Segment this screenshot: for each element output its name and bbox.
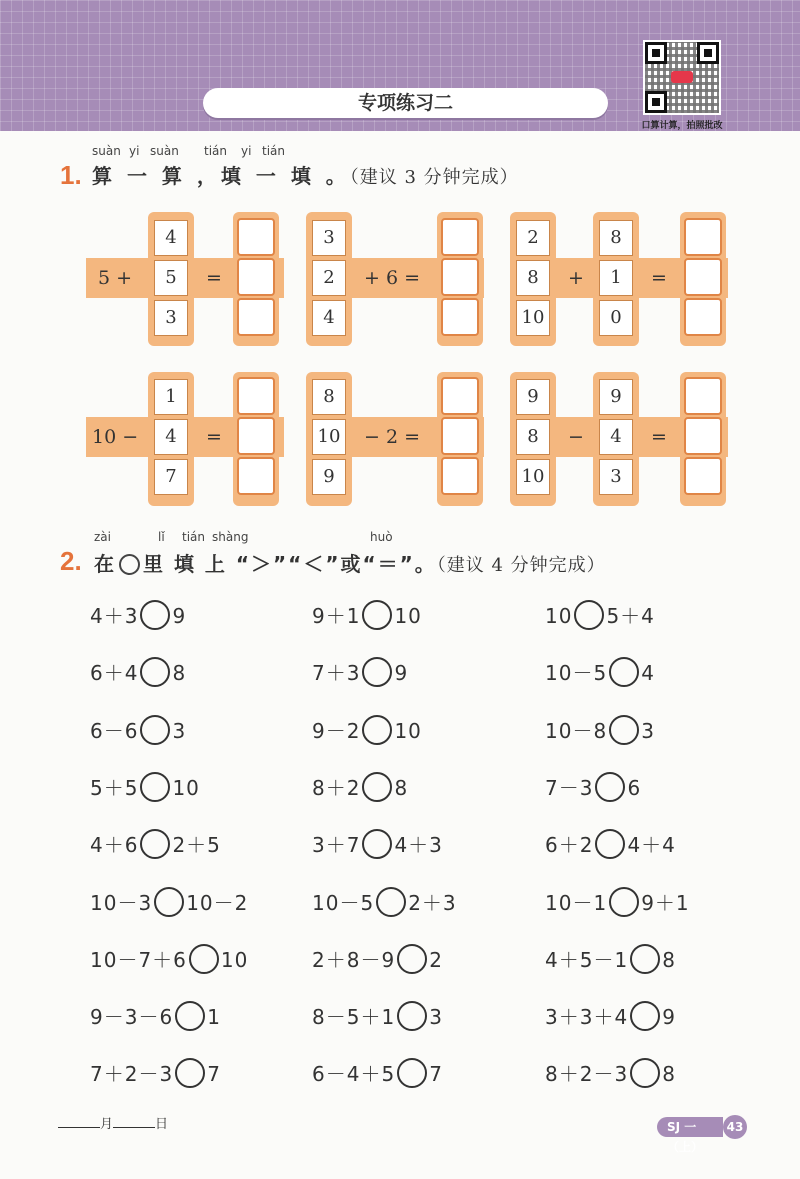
q1-prompt — [92, 160, 519, 189]
q1-g2-value-1: 3 — [312, 220, 346, 256]
q2-pinyin-zai: zài — [94, 530, 111, 544]
right-expression: 1 — [207, 1005, 221, 1029]
comparison-item — [312, 657, 408, 687]
left-expression: 6－6 — [90, 719, 139, 743]
comparison-item — [90, 944, 248, 974]
comparison-item — [90, 887, 248, 917]
q1-g5-answer-1[interactable] — [441, 377, 479, 415]
date-fields — [58, 1113, 168, 1132]
right-expression: 8 — [394, 776, 409, 800]
q1-g3-value2-1: 8 — [599, 220, 633, 256]
right-expression: 7 — [207, 1062, 221, 1086]
comparison-item — [545, 600, 655, 630]
comparison-item — [545, 1058, 676, 1088]
q1-g3-value2-3: 0 — [599, 300, 633, 336]
q1-pinyin-tian: tián — [204, 144, 227, 158]
q1-g4-value-2: 4 — [154, 419, 188, 455]
q1-g1-left-op: 5 + — [98, 267, 133, 289]
q1-g2-answer-1[interactable] — [441, 218, 479, 256]
month-label: 月 — [100, 1117, 114, 1132]
q1-g3-value-3: 10 — [516, 300, 550, 336]
left-expression: 10－5 — [312, 891, 375, 915]
comparison-item — [545, 829, 676, 859]
comparison-item — [312, 944, 443, 974]
q2-prompt-text: 里 填 上 “＞”“＜”或“＝”。 — [143, 552, 437, 576]
comparison-item — [90, 1058, 221, 1088]
comparison-item — [545, 1001, 676, 1031]
day-blank[interactable] — [113, 1115, 155, 1128]
q2-time-note: （建议 4 分钟完成） — [436, 555, 606, 576]
comparison-item — [90, 657, 186, 687]
q1-g1-equals: = — [206, 267, 222, 289]
right-expression: 10 — [220, 948, 249, 972]
right-expression: 5＋4 — [606, 604, 655, 628]
left-expression: 10－8 — [545, 719, 608, 743]
left-expression: 10－5 — [545, 661, 608, 685]
answer-circle[interactable] — [609, 657, 639, 687]
comparison-item — [90, 829, 221, 859]
q1-g2-value-3: 4 — [312, 300, 346, 336]
q1-pinyin-suan: suàn — [92, 144, 121, 158]
left-expression: 7＋3 — [312, 661, 361, 685]
comparison-item — [545, 887, 690, 917]
q1-g3-value-1: 2 — [516, 220, 550, 256]
q1-g2-value-2: 2 — [312, 260, 346, 296]
q1-g5-answer-2[interactable] — [441, 417, 479, 455]
day-label: 日 — [155, 1117, 169, 1132]
comparison-item — [545, 772, 641, 802]
q1-g6-answer-1[interactable] — [684, 377, 722, 415]
q1-g6-answer-3[interactable] — [684, 457, 722, 495]
comparison-item — [545, 715, 655, 745]
left-expression: 7－3 — [545, 776, 594, 800]
answer-circle[interactable] — [362, 715, 392, 745]
qr-caption: 口算计算，拍照批改 — [641, 121, 723, 131]
answer-circle[interactable] — [140, 657, 170, 687]
right-expression: 4＋4 — [627, 833, 676, 857]
answer-circle[interactable] — [175, 1001, 205, 1031]
q1-g6-value2-2: 4 — [599, 419, 633, 455]
q1-g5-value-2: 10 — [312, 419, 346, 455]
q1-g2-right-op: + 6 = — [364, 267, 421, 289]
right-expression: 3 — [429, 1005, 443, 1029]
q1-g3-operator: + — [568, 267, 584, 289]
q1-g4-equals: = — [206, 426, 222, 448]
answer-circle[interactable] — [574, 600, 604, 630]
answer-circle[interactable] — [140, 715, 170, 745]
q1-g4-answer-3[interactable] — [237, 457, 275, 495]
comparison-item — [90, 715, 186, 745]
q1-g4-answer-2[interactable] — [237, 417, 275, 455]
q1-g6-equals: = — [651, 426, 667, 448]
q1-g1-answer-1[interactable] — [237, 218, 275, 256]
right-expression: 10 — [172, 776, 200, 800]
q1-g1-answer-2[interactable] — [237, 258, 275, 296]
comparison-item — [312, 1001, 443, 1031]
answer-circle[interactable] — [397, 1001, 427, 1031]
q1-g6-answer-2[interactable] — [684, 417, 722, 455]
left-expression: 8－5＋1 — [312, 1005, 396, 1029]
left-expression: 2＋8－9 — [312, 948, 396, 972]
left-expression: 5＋5 — [90, 776, 139, 800]
q1-g3-answer-2[interactable] — [684, 258, 722, 296]
right-expression: 4 — [641, 661, 655, 685]
answer-circle[interactable] — [609, 887, 639, 917]
page-number: 43 — [723, 1115, 747, 1139]
comparison-item — [545, 944, 676, 974]
right-expression: 10 — [394, 604, 422, 628]
comparison-item — [312, 829, 443, 859]
right-expression: 9 — [394, 661, 409, 685]
answer-circle[interactable] — [362, 657, 392, 687]
answer-circle[interactable] — [362, 600, 392, 630]
answer-circle[interactable] — [154, 887, 184, 917]
q1-pinyin-yi-2: yi — [241, 144, 252, 158]
answer-circle[interactable] — [376, 887, 406, 917]
left-expression: 9＋1 — [312, 604, 361, 628]
month-blank[interactable] — [58, 1115, 100, 1128]
left-expression: 3＋7 — [312, 833, 361, 857]
q2-pinyin-tian: tián — [182, 530, 205, 544]
right-expression: 9 — [662, 1005, 676, 1029]
q1-g1-value-1: 4 — [154, 220, 188, 256]
q1-g5-value-1: 8 — [312, 379, 346, 415]
answer-circle[interactable] — [397, 1058, 427, 1088]
q1-g6-operator: − — [568, 426, 584, 448]
q2-pinyin-li: lǐ — [158, 530, 165, 544]
left-expression: 8＋2 — [312, 776, 361, 800]
comparison-item — [90, 772, 200, 802]
q1-g4-value-3: 7 — [154, 459, 188, 495]
q1-g2-answer-2[interactable] — [441, 258, 479, 296]
right-expression: 2＋3 — [408, 891, 457, 915]
q2-prompt — [94, 548, 606, 577]
answer-circle[interactable] — [362, 829, 392, 859]
page-title: 专项练习二 — [203, 88, 608, 118]
answer-circle[interactable] — [397, 944, 427, 974]
answer-circle[interactable] — [362, 772, 392, 802]
right-expression: 6 — [627, 776, 642, 800]
answer-circle[interactable] — [140, 829, 170, 859]
q1-g6-value2-3: 3 — [599, 459, 633, 495]
q1-g1-answer-3[interactable] — [237, 298, 275, 336]
left-expression: 7＋2－3 — [90, 1062, 174, 1086]
comparison-item — [312, 1058, 443, 1088]
answer-circle[interactable] — [630, 1001, 660, 1031]
left-expression: 10－3 — [90, 891, 153, 915]
q1-g3-value2-2: 1 — [599, 260, 633, 296]
q1-g4-value-1: 1 — [154, 379, 188, 415]
right-expression: 8 — [662, 948, 676, 972]
comparison-item — [312, 887, 457, 917]
q1-g3-value-2: 8 — [516, 260, 550, 296]
answer-circle[interactable] — [595, 829, 625, 859]
q1-g5-value-3: 9 — [312, 459, 346, 495]
q1-g3-answer-3[interactable] — [684, 298, 722, 336]
comparison-item — [90, 600, 186, 630]
left-expression: 6＋2 — [545, 833, 594, 857]
left-expression: 8＋2－3 — [545, 1062, 629, 1086]
q1-time-note: （建议 3 分钟完成） — [349, 167, 519, 188]
q1-g2-answer-3[interactable] — [441, 298, 479, 336]
answer-circle[interactable] — [140, 600, 170, 630]
left-expression: 4＋5－1 — [545, 948, 629, 972]
answer-circle[interactable] — [140, 772, 170, 802]
q1-g3-equals: = — [651, 267, 667, 289]
comparison-item — [545, 657, 655, 687]
q1-prompt-text: 算 一 算 ，填 一 填 。 — [92, 164, 350, 188]
right-expression: 2＋5 — [172, 833, 221, 857]
right-expression: 3 — [172, 719, 187, 743]
left-expression: 9－2 — [312, 719, 361, 743]
right-expression: 4＋3 — [394, 833, 443, 857]
answer-circle[interactable] — [175, 1058, 205, 1088]
q1-g6-value-1: 9 — [516, 379, 550, 415]
q2-pinyin-huo: huò — [370, 530, 393, 544]
left-expression: 3＋3＋4 — [545, 1005, 629, 1029]
book-tag: SJ 一（上） — [657, 1117, 723, 1137]
right-expression: 8 — [172, 661, 187, 685]
answer-circle[interactable] — [595, 772, 625, 802]
q1-g4-left-op: 10 − — [92, 426, 139, 448]
q1-pinyin-yi: yi — [129, 144, 140, 158]
q1-g6-value2-1: 9 — [599, 379, 633, 415]
left-expression: 9－3－6 — [90, 1005, 174, 1029]
left-expression: 6＋4 — [90, 661, 139, 685]
left-expression: 4＋3 — [90, 604, 139, 628]
q2-number: 2. — [60, 546, 82, 576]
q2-pinyin-shang: shàng — [212, 530, 249, 544]
left-expression: 10－7＋6 — [90, 948, 187, 972]
right-expression: 9 — [172, 604, 187, 628]
answer-circle[interactable] — [630, 1058, 660, 1088]
right-expression: 8 — [662, 1062, 676, 1086]
q1-g5-answer-3[interactable] — [441, 457, 479, 495]
left-expression: 10－1 — [545, 891, 608, 915]
q1-g4-answer-1[interactable] — [237, 377, 275, 415]
answer-circle[interactable] — [630, 944, 660, 974]
comparison-item — [312, 772, 408, 802]
left-expression: 10 — [545, 604, 573, 628]
q1-pinyin-suan-2: suàn — [150, 144, 179, 158]
right-expression: 7 — [429, 1062, 443, 1086]
q1-g5-right-op: − 2 = — [364, 426, 421, 448]
answer-circle[interactable] — [609, 715, 639, 745]
answer-circle[interactable] — [189, 944, 219, 974]
q1-pinyin-tian-2: tián — [262, 144, 285, 158]
left-expression: 6－4＋5 — [312, 1062, 396, 1086]
right-expression: 10 — [394, 719, 422, 743]
q1-g1-value-2: 5 — [154, 260, 188, 296]
q2-prompt-start: 在 — [94, 552, 116, 576]
q1-g6-value-3: 10 — [516, 459, 550, 495]
comparison-item — [312, 600, 422, 630]
circle-icon — [119, 554, 140, 575]
right-expression: 10－2 — [186, 891, 249, 915]
qr-code-icon[interactable] — [643, 40, 721, 115]
q1-g3-answer-1[interactable] — [684, 218, 722, 256]
comparison-item — [90, 1001, 221, 1031]
q1-g1-value-3: 3 — [154, 300, 188, 336]
left-expression: 4＋6 — [90, 833, 139, 857]
q1-g6-value-2: 8 — [516, 419, 550, 455]
q1-number: 1. — [60, 160, 82, 190]
right-expression: 3 — [641, 719, 655, 743]
comparison-item — [312, 715, 422, 745]
right-expression: 9＋1 — [641, 891, 690, 915]
right-expression: 2 — [429, 948, 443, 972]
